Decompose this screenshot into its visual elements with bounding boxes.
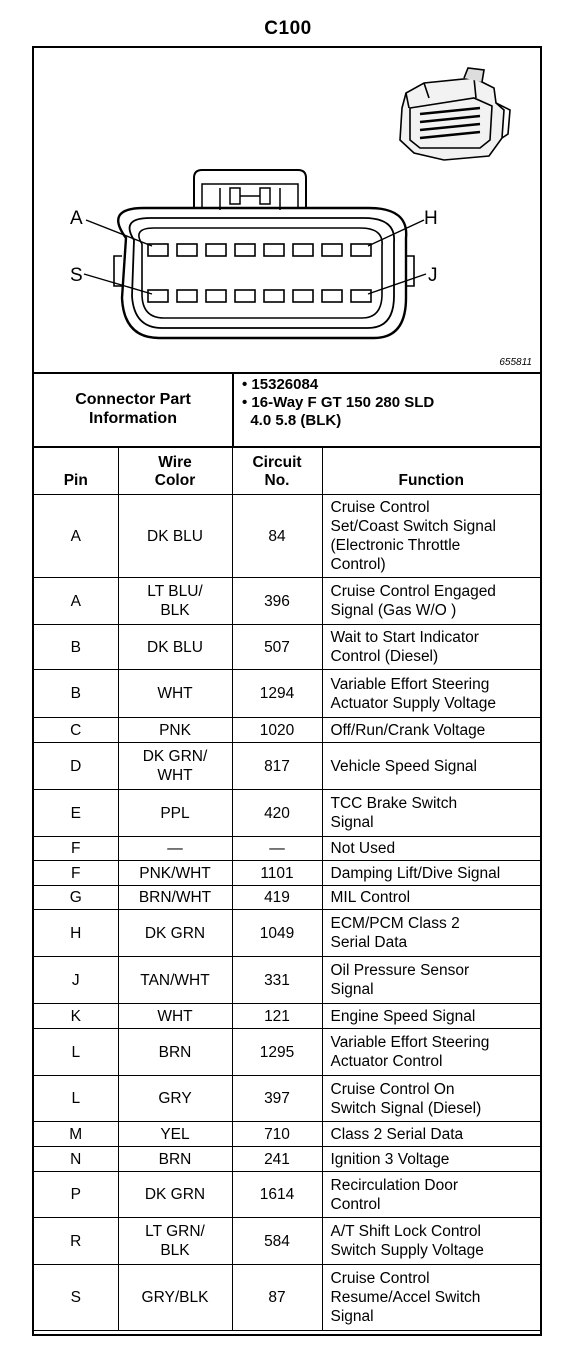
function-cell: Wait to Start Indicator Control (Diesel)	[322, 625, 540, 670]
function-cell: Off/Run/Crank Voltage	[322, 718, 540, 743]
pin-cell: P	[34, 1172, 118, 1218]
function-cell: Engine Speed Signal	[322, 1004, 540, 1029]
wire-color-cell: PPL	[118, 790, 232, 837]
pin-cell: K	[34, 1004, 118, 1029]
function-cell: MIL Control	[322, 886, 540, 910]
table-row	[34, 1004, 540, 1029]
pin-cell: R	[34, 1218, 118, 1265]
pin-cell: L	[34, 1076, 118, 1122]
function-cell: Cruise Control Set/Coast Switch Signal (Electronic Throttle Control)	[322, 495, 540, 578]
circuit-cell: 507	[232, 625, 322, 670]
table-row	[34, 625, 540, 670]
table-row	[34, 790, 540, 837]
connector-face-drawing	[34, 48, 540, 372]
pin-cell: N	[34, 1147, 118, 1172]
table-row	[34, 1172, 540, 1218]
wire-color-cell: DK BLU	[118, 495, 232, 578]
connector-part-information	[34, 372, 540, 448]
function-cell: Variable Effort Steering Actuator Supply Voltage	[322, 670, 540, 718]
function-cell: Cruise Control Engaged Signal (Gas W/O )	[322, 578, 540, 625]
wire-color-cell: DK GRN	[118, 1172, 232, 1218]
wire-color-cell: GRY	[118, 1076, 232, 1122]
table-header-row	[34, 446, 540, 495]
wire-color-cell: PNK	[118, 718, 232, 743]
pin-label-a: A	[70, 208, 83, 229]
wire-color-cell: DK BLU	[118, 625, 232, 670]
pin-cell: L	[34, 1029, 118, 1076]
header-circuit-no: Circuit No.	[232, 446, 322, 495]
pin-cell: E	[34, 790, 118, 837]
function-cell: Damping Lift/Dive Signal	[322, 861, 540, 886]
function-cell: Cruise Control On Switch Signal (Diesel)	[322, 1076, 540, 1122]
pin-label-j: J	[428, 265, 438, 286]
function-cell: Vehicle Speed Signal	[322, 743, 540, 790]
circuit-cell: 397	[232, 1076, 322, 1122]
connector-isometric-icon	[400, 68, 510, 160]
part-info-item: • 15326084	[242, 376, 319, 393]
terminal-row-bottom	[148, 290, 371, 302]
table-row	[34, 670, 540, 718]
pin-cell: F	[34, 837, 118, 861]
pin-cell: B	[34, 625, 118, 670]
wire-color-cell: DK GRN	[118, 910, 232, 957]
table-row	[34, 1218, 540, 1265]
circuit-cell: 1101	[232, 861, 322, 886]
page-title: C100	[264, 18, 312, 39]
function-cell: Ignition 3 Voltage	[322, 1147, 540, 1172]
connector-diagram	[34, 48, 540, 374]
part-info-label: Connector Part Information	[34, 372, 234, 446]
wire-color-cell: —	[118, 837, 232, 861]
pin-cell: H	[34, 910, 118, 957]
connector-sheet	[32, 46, 542, 1336]
wire-color-cell: YEL	[118, 1122, 232, 1147]
function-cell: Cruise Control Resume/Accel Switch Signal	[322, 1265, 540, 1331]
circuit-cell: 1294	[232, 670, 322, 718]
wire-color-cell: DK GRN/ WHT	[118, 743, 232, 790]
function-cell: Class 2 Serial Data	[322, 1122, 540, 1147]
circuit-cell: 87	[232, 1265, 322, 1331]
pin-cell: M	[34, 1122, 118, 1147]
table-row	[34, 495, 540, 578]
pin-label-h: H	[424, 208, 438, 229]
wire-color-cell: BRN	[118, 1147, 232, 1172]
pin-cell: J	[34, 957, 118, 1004]
wire-color-cell: TAN/WHT	[118, 957, 232, 1004]
table-row	[34, 1029, 540, 1076]
wire-color-cell: PNK/WHT	[118, 861, 232, 886]
terminal-row-top	[148, 244, 371, 256]
table-row	[34, 743, 540, 790]
table-row	[34, 1076, 540, 1122]
table-row	[34, 718, 540, 743]
circuit-cell: 1049	[232, 910, 322, 957]
wire-color-cell: LT GRN/ BLK	[118, 1218, 232, 1265]
circuit-cell: 84	[232, 495, 322, 578]
table-row	[34, 1265, 540, 1331]
table-row	[34, 1122, 540, 1147]
header-wire-color: Wire Color	[118, 446, 232, 495]
pin-cell: S	[34, 1265, 118, 1331]
table-row	[34, 1147, 540, 1172]
pin-cell: D	[34, 743, 118, 790]
circuit-cell: 420	[232, 790, 322, 837]
function-cell: TCC Brake Switch Signal	[322, 790, 540, 837]
pin-cell: A	[34, 495, 118, 578]
circuit-cell: 584	[232, 1218, 322, 1265]
function-cell: Not Used	[322, 837, 540, 861]
circuit-cell: 241	[232, 1147, 322, 1172]
wire-color-cell: WHT	[118, 1004, 232, 1029]
table-row	[34, 886, 540, 910]
circuit-cell: 331	[232, 957, 322, 1004]
table-row	[34, 837, 540, 861]
part-info-values	[242, 376, 434, 430]
pin-cell: A	[34, 578, 118, 625]
header-pin: Pin	[34, 446, 118, 495]
wire-color-cell: BRN	[118, 1029, 232, 1076]
part-info-item: • 16-Way F GT 150 280 SLD	[242, 394, 435, 411]
function-cell: A/T Shift Lock Control Switch Supply Voltage	[322, 1218, 540, 1265]
circuit-cell: 1614	[232, 1172, 322, 1218]
function-cell: ECM/PCM Class 2 Serial Data	[322, 910, 540, 957]
pin-cell: G	[34, 886, 118, 910]
wire-color-cell: GRY/BLK	[118, 1265, 232, 1331]
circuit-cell: 396	[232, 578, 322, 625]
header-function: Function	[322, 446, 540, 495]
circuit-cell: 1295	[232, 1029, 322, 1076]
circuit-cell: —	[232, 837, 322, 861]
pin-cell: F	[34, 861, 118, 886]
pin-label-s: S	[70, 265, 83, 286]
circuit-cell: 1020	[232, 718, 322, 743]
function-cell: Recirculation Door Control	[322, 1172, 540, 1218]
circuit-cell: 121	[232, 1004, 322, 1029]
table-row	[34, 578, 540, 625]
circuit-cell: 817	[232, 743, 322, 790]
wire-color-cell: BRN/WHT	[118, 886, 232, 910]
table-row	[34, 910, 540, 957]
wire-color-cell: LT BLU/ BLK	[118, 578, 232, 625]
pin-function-table	[34, 446, 540, 1331]
table-row	[34, 957, 540, 1004]
wire-color-cell: WHT	[118, 670, 232, 718]
circuit-cell: 419	[232, 886, 322, 910]
function-cell: Oil Pressure Sensor Signal	[322, 957, 540, 1004]
circuit-cell: 710	[232, 1122, 322, 1147]
pin-cell: B	[34, 670, 118, 718]
table-row	[34, 861, 540, 886]
figure-number: 655811	[499, 357, 532, 368]
function-cell: Variable Effort Steering Actuator Control	[322, 1029, 540, 1076]
pin-cell: C	[34, 718, 118, 743]
part-info-item: 4.0 5.8 (BLK)	[242, 412, 342, 429]
